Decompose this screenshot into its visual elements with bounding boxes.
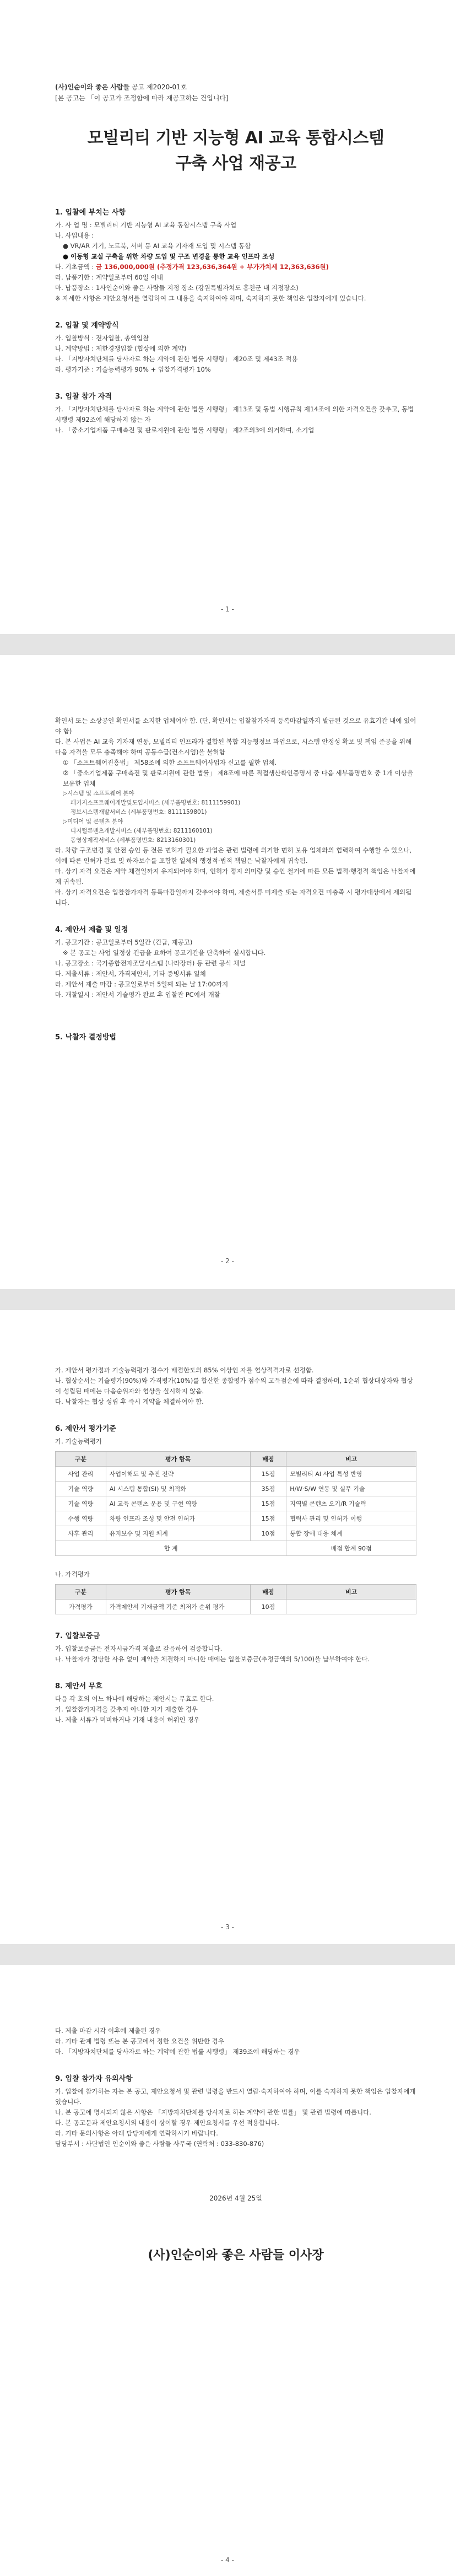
- table-header: 구분: [56, 1452, 106, 1467]
- project-content-item: ● VR/AR 기기, 노트북, 서버 등 AI 교육 기자재 도입 및 시스템 통합: [63, 242, 251, 250]
- table-header: 비고: [286, 1585, 416, 1600]
- award-rule-c: 다. 낙찰자는 협상 성립 후 즉시 계약을 체결하여야 함.: [55, 1398, 204, 1405]
- page-number: - 3 -: [221, 1923, 234, 1931]
- invalid-item: 마. 「지방자치단체를 당사자로 하는 계약에 관한 법률 시행령」 제39조에 해당하는 경우: [55, 2048, 300, 2056]
- category-heading: ▷미디어 및 콘텐츠 분야: [63, 818, 123, 825]
- section-5-heading: 5. 낙찰자 결정방법: [55, 1033, 116, 1042]
- qualification-a: 가. 「지방자치단체를 당사자로 하는 계약에 관한 법률 시행령」 제13조 및 동법 시행규칙 제14조에 의한 자격요건을 갖추고, 동법 시행령 제92조에 해당하지 않는 자: [55, 405, 414, 423]
- bid-method: 가. 입찰방식 : 전자입찰, 총액입찰: [55, 334, 149, 342]
- tech-eval-label: 가. 기술능력평가: [55, 1437, 102, 1445]
- award-rule-a: 가. 제안서 평가점과 기술능력평가 점수가 배점한도의 85% 이상인 자를 협상적격자로 선정함.: [55, 1366, 314, 1374]
- table-header: 구분: [56, 1585, 106, 1600]
- qualification-c1: ① 「소프트웨어진흥법」 제58조에 의한 소프트웨어사업자 신고를 필한 업체.: [63, 759, 277, 766]
- price-eval-label: 나. 가격평가: [55, 1570, 90, 1578]
- qualification-b: 나. 「중소기업제품 구매촉진 및 판로지원에 관한 법률 시행령」 제2조의3에 의거하여, 소기업: [55, 426, 315, 434]
- caution-b: 나. 본 공고에 명시되지 않은 사항은 「지방자치단체를 당사자로 하는 계약에 관한 법률」 및 관련 법령에 따릅니다.: [55, 2108, 371, 2116]
- delivery-deadline: 라. 납품기한 : 계약일로부터 60일 이내: [55, 273, 163, 281]
- deposit-a: 가. 입찰보증금은 전자시금가격 제출로 갈음하여 검증합니다.: [55, 1645, 223, 1652]
- table-header: 평가 항목: [106, 1585, 250, 1600]
- notice-remark: ※ 자세한 사항은 제안요청서를 열람하여 그 내용을 숙지하여야 하며, 숙지하지 못한 책임은 입찰자에게 있습니다.: [55, 294, 366, 302]
- table-row: 가격평가 가격제안서 기재금액 기준 최저가 순위 평가 10점: [56, 1600, 416, 1614]
- qualification-c: 다. 본 사업은 AI 교육 기자재 연동, 모빌리티 인프라가 결합된 복합 지능형정보 과업으로, 시스템 안정성 확보 및 책임 준공을 위해 다음 자격을 모두 충족해야 하며 공동수급(컨소시엄)을 불허함: [55, 738, 412, 756]
- page-1: [0, 0, 455, 634]
- qualification-c2: ② 「중소기업제품 구매촉진 및 판로지원에 관한 법률」 제8조에 따른 직접생산확인증명서 중 다음 세부품명번호 중 1개 이상을 보유한 업체: [63, 769, 414, 787]
- section-2-heading: 2. 입찰 및 계약방식: [55, 321, 119, 330]
- notice-date: 2026년 4월 25일: [209, 2194, 262, 2202]
- project-name: 가. 사 업 명 : 모빌리티 기반 지능형 AI 교육 통합시스템 구축 사업: [55, 221, 237, 229]
- invalid-intro: 다음 각 호의 어느 하나에 해당하는 제안서는 무효로 한다.: [55, 1695, 214, 1703]
- invalid-item: 나. 제출 서류가 미비하거나 기재 내용이 허위인 경우: [55, 1716, 200, 1724]
- delivery-place: 마. 납품장소 : 1사인순이와 좋은 사람들 지정 장소 (강원특별자치도 홍천군 내 지정장소): [55, 284, 299, 292]
- category-item: 동영상제작서비스 (세부품명번호: 8213160301): [71, 837, 196, 844]
- section-7-heading: 7. 입찰보증금: [55, 1632, 100, 1640]
- section-6-heading: 6. 제안서 평가기준: [55, 1425, 116, 1433]
- table-row: 수행 역량 차량 인프라 조성 및 안전 인허가 15점 협력사 관리 및 인허가 이행: [56, 1511, 416, 1526]
- section-8-heading: 8. 제안서 무효: [55, 1682, 102, 1690]
- caution-c: 다. 본 공고문과 제안요청서의 내용이 상이할 경우 제안요청서를 우선 적용합니다.: [55, 2119, 279, 2127]
- page-separator: [0, 1289, 455, 1310]
- invalid-item: 가. 입찰참가자격을 갖추지 아니한 자가 제출한 경우: [55, 1705, 198, 1713]
- table-total-row: 합 계 배점 합계 90점: [56, 1541, 416, 1556]
- page-3: [0, 1310, 455, 1944]
- tech-eval-table: [55, 1451, 416, 1556]
- applied-law: 다. 「지방자치단체를 당사자로 하는 계약에 관한 법률 시행령」 제20조 및 제43조 적용: [55, 355, 298, 363]
- qualification-d: 라. 차량 구조변경 및 안전 승인 등 전문 면허가 필요한 과업은 관련 법령에 의거한 면허 보유 업체와의 협력하여 수행할 수 있으나, 이에 따른 인허가 완료 및 하자보수를 포함한 일체의 행정적·법적 책임은 낙찰자에게 귀속됨.: [55, 846, 411, 865]
- page-number: - 1 -: [221, 605, 234, 613]
- section-3-heading: 3. 입찰 참가 자격: [55, 393, 112, 401]
- project-content-item: ● 이동형 교실 구축을 위한 차량 도입 및 구조 변경을 통한 교육 인프라 조성: [63, 253, 275, 260]
- opening-date: 마. 개찰일시 : 제안서 기술평가 완료 후 입찰관 PC에서 개찰: [55, 991, 220, 999]
- submission-deadline: 라. 제안서 제출 마감 : 공고일로부터 5일째 되는 날 17:00까지: [55, 980, 229, 988]
- caution-d: 라. 기타 문의사항은 아래 담당자에게 연락하시기 바랍니다.: [55, 2129, 218, 2137]
- base-amount: 다. 기초금액 : 금 136,000,000원 (추정가격 123,636,364원 + 부가가치세 12,363,636원): [55, 263, 329, 271]
- issuer-signature: (사)인순이와 좋은 사람들 이사장: [148, 2248, 324, 2262]
- section-9-heading: 9. 입찰 참가자 유의사항: [55, 2075, 133, 2083]
- table-row: 사업 관리 사업이해도 및 추진 전략 15점 모빌리티 AI 사업 특성 반영: [56, 1467, 416, 1482]
- deposit-b: 나. 낙찰자가 정당한 사유 없이 계약을 체결하지 아니한 때에는 입찰보증금(추정금액의 5/100)을 납부하여야 한다.: [55, 1655, 370, 1663]
- qualification-b-cont: 확인서 또는 소상공인 확인서를 소지한 업체여야 함. (단, 확인서는 입찰참가자격 등록마감일까지 발급된 것으로 유효기간 내에 있어야 함): [55, 717, 416, 735]
- category-item: 디지털콘텐츠개발서비스 (세부품명번호: 8211160101): [71, 828, 213, 834]
- table-header: 비고: [286, 1452, 416, 1467]
- page-title: 모빌리티 기반 지능형 AI 교육 통합시스템 구축 사업 재공고: [87, 128, 384, 173]
- submission-documents: 다. 제출서류 : 제안서, 가격제안서, 기타 증빙서류 일체: [55, 970, 206, 978]
- caution-a: 가. 입찰에 참가하는 자는 본 공고, 제안요청서 및 관련 법령을 반드시 열람·숙지하여야 하며, 이를 숙지하지 못한 책임은 입찰자에게 있습니다.: [55, 2087, 416, 2106]
- qualification-e: 마. 상기 자격 요건은 계약 체결일까지 유지되어야 하며, 인허가 정지 의미랑 및 승인 철거에 따른 모든 법적·행정적 책임은 낙찰자에게 귀속됨.: [55, 867, 416, 886]
- notice-number: (사)인순이와 좋은 사람들 공고 제2020-01호: [55, 83, 187, 91]
- table-row: 기술 역량 AI 교육 콘텐츠 운용 및 구현 역량 15점 지역별 콘텐츠 오기/R 기술력: [56, 1496, 416, 1511]
- notice-period-remark: ※ 본 공고는 사업 일정상 긴급을 요하여 공고기간을 단축하여 실시합니다.: [63, 949, 266, 957]
- table-row: 사후 관리 유지보수 및 지원 체계 10점 통합 장애 대응 체계: [56, 1526, 416, 1541]
- project-content-label: 나. 사업내용 :: [55, 232, 94, 239]
- evaluation-criteria: 라. 평가기준 : 기술능력평가 90% + 입찰가격평가 10%: [55, 366, 211, 373]
- invalid-item: 라. 기타 관계 법령 또는 본 공고에서 정한 요건을 위반한 경우: [55, 2037, 224, 2045]
- category-item: 패키지소프트웨어개발및도입서비스 (세부품명번호: 8111159901): [71, 799, 241, 806]
- section-4-heading: 4. 제안서 제출 및 일정: [55, 926, 128, 934]
- award-rule-b: 나. 협상순서는 기술평가(90%)와 가격평가(10%)를 합산한 종합평가 점수의 고득점순에 따라 결정하며, 1순위 협상대상자와 협상이 성립된 때에는 다음순위자와 협상을 실시하지 않음.: [55, 1377, 413, 1395]
- page-separator: [0, 1944, 455, 1965]
- table-header: 배점: [250, 1585, 286, 1600]
- table-header: 평가 항목: [106, 1452, 250, 1467]
- price-eval-table: [55, 1584, 416, 1614]
- page-number: - 4 -: [221, 2556, 234, 2564]
- contact-info: 담당부서 : 사단법인 인순이와 좋은 사람들 사무국 (연락처 : 033-830-876): [55, 2140, 264, 2148]
- notice-note: [본 공고는 「이 공고가 조정함에 따라 재공고하는 건입니다]: [55, 94, 229, 102]
- contract-method: 나. 계약방법 : 제한경쟁입찰 (협상에 의한 계약): [55, 345, 187, 352]
- table-row: 기술 역량 AI 시스템 통합(SI) 및 최적화 35점 H/W·S/W 연동 및 실무 기술: [56, 1482, 416, 1496]
- invalid-item: 다. 제출 마감 시각 이후에 제출된 경우: [55, 2027, 161, 2035]
- category-item: 정보시스템개발서비스 (세부품명번호: 8111159801): [71, 809, 207, 815]
- notice-period: 가. 공고기간 : 공고일로부터 5일간 (긴급, 재공고): [55, 938, 193, 946]
- notice-location: 나. 공고장소 : 국가종합전자조달시스템 (나라장터) 등 관련 공식 채널: [55, 959, 246, 967]
- table-header: 배점: [250, 1452, 286, 1467]
- page-separator: [0, 634, 455, 655]
- category-heading: ▷시스템 및 소프트웨어 분야: [63, 790, 134, 797]
- page-4: [0, 1965, 455, 2576]
- section-1-heading: 1. 입찰에 부치는 사항: [55, 208, 126, 217]
- page-number: - 2 -: [221, 1257, 234, 1265]
- page-2: [0, 655, 455, 1289]
- qualification-f: 바. 상기 자격요건은 입찰참가자격 등록마감일까지 갖추어야 하며, 제출서류 미제출 또는 자격요건 미충족 시 평가대상에서 제외됩니다.: [55, 888, 412, 906]
